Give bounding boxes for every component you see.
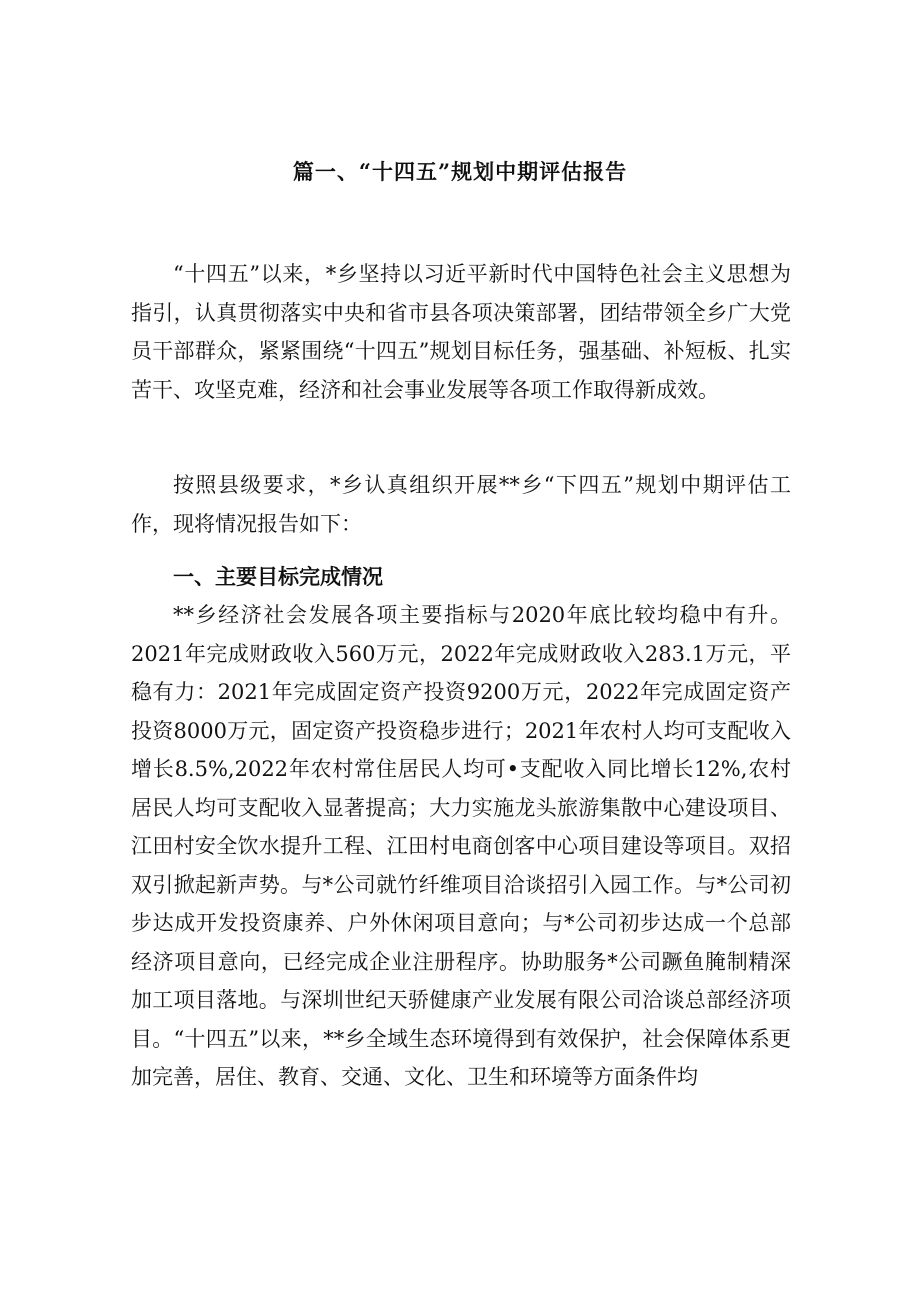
section-paragraph: **乡经济社会发展各项主要指标与2020年底比较均稳中有升。2021年完成财政收入560万元，2022年完成财政收入283.1万元，平稳有力：2021年完成固定资产投资9200万元，2022年完成固定资产投资8000万元，固定资产投资稳步进行；2021年农村人均可支配收入增长8.5%,2022年农村常住居民人均可•支配收入同比增长12%,农村居民人均可支配收入显著提高；大力实施龙头旅游集散中心建设项目、江田村安全饮水提升工程、江田村电商创客中心项目建设等项目。双招双引掀起新声势。与*公司就竹纤维项目洽谈招引入园工作。与*公司初步达成开发投资康养、户外休闲项目意向；与*公司初步达成一个总部经济项目意向，已经完成企业注册程序。协助服务*公司蹶鱼腌制精深加工项目落地。与深圳世纪天骄健康产业发展有限公司洽谈总部经济项目。“十四五”以来，**乡全域生态环境得到有效保护，社会保障体系更加完善，居住、教育、交通、文化、卫生和环境等方面条件均 bbox=[131, 603, 791, 1089]
document-title: 篇一、“十四五”规划中期评估报告 bbox=[292, 159, 628, 184]
intro-paragraph: “十四五”以来，*乡坚持以习近平新时代中国特色社会主义思想为指引，认真贯彻落实中央和省市县各项决策部署，团结带领全乡广大党员干部群众，紧紧围绕“十四五”规划目标任务，强基础、补短板、扎实苦干、攻坚克难，经济和社会事业发展等各项工作取得新成效。 bbox=[131, 262, 791, 402]
report-paragraph: 按照县级要求，*乡认真组织开展**乡“下四五”规划中期评估工作，现将情况报告如下： bbox=[131, 473, 791, 536]
section-heading: 一、主要目标完成情况 bbox=[173, 564, 383, 589]
